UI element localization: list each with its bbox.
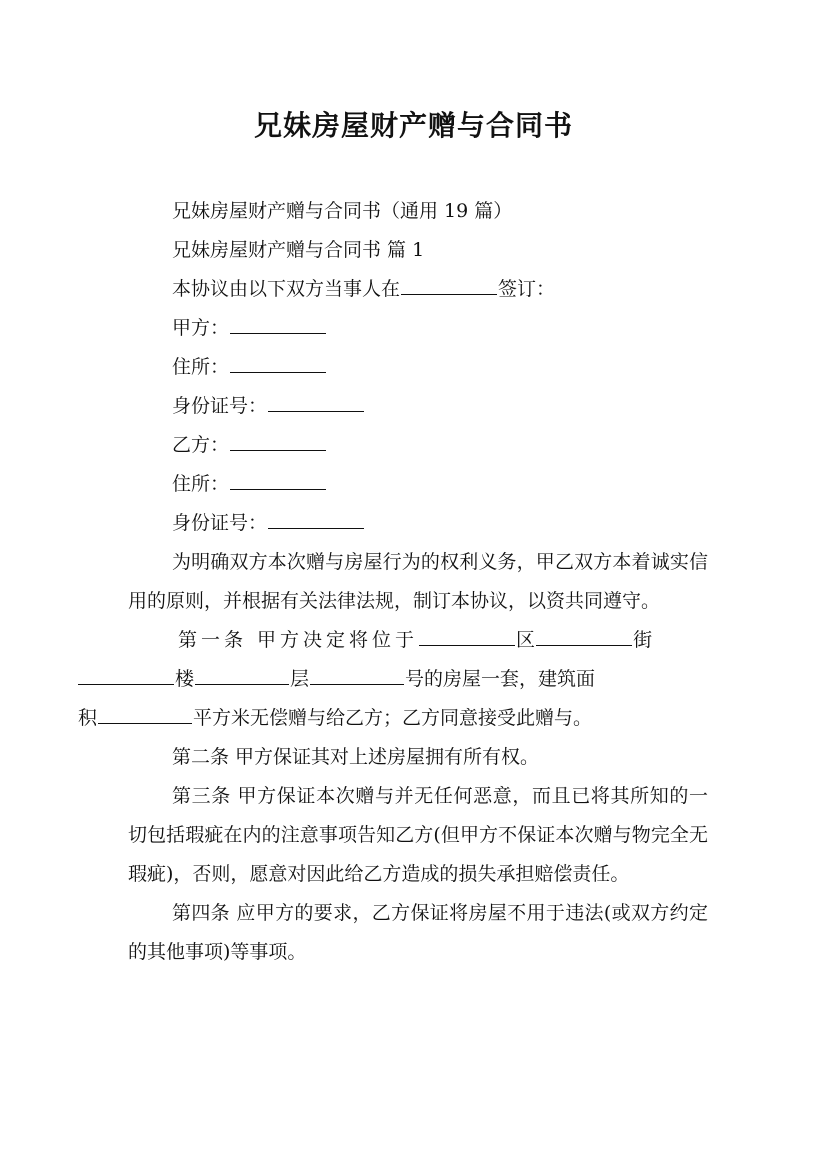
purpose-paragraph: 为明确双方本次赠与房屋行为的权利义务，甲乙双方本着诚实信用的原则，并根据有关法律法规，制订本协议，以资共同遵守。	[128, 551, 708, 612]
floor-label: 层	[290, 668, 310, 690]
article-heading: 兄妹房屋财产赠与合同书 篇 1	[172, 239, 425, 261]
building-label: 楼	[175, 668, 195, 690]
article-1-paragraph	[78, 621, 708, 738]
floor-blank	[195, 666, 289, 685]
party-b-blank	[230, 432, 326, 451]
party-b-address-line	[128, 465, 708, 504]
party-b-line	[128, 426, 708, 465]
party-a-id-line	[128, 387, 708, 426]
district-label: 区	[516, 629, 536, 651]
district-blank	[419, 627, 515, 646]
party-a-id-label: 身份证号：	[172, 395, 268, 417]
party-a-address-line	[128, 348, 708, 387]
document-title: 兄妹房屋财产赠与合同书	[253, 109, 573, 142]
article-3-paragraph: 第三条 甲方保证本次赠与并无任何恶意，而且已将其所知的一切包括瑕疵在内的注意事项告知乙方(但甲方不保证本次赠与物完全无瑕疵)，否则，愿意对因此给乙方造成的损失承担赔偿责任。	[128, 785, 708, 885]
party-a-label: 甲方：	[172, 317, 230, 339]
room-label: 号的房屋一套，建筑面	[405, 668, 596, 690]
signing-place-blank	[401, 276, 497, 295]
party-a-id-blank	[268, 393, 364, 412]
article-4-paragraph: 第四条 应甲方的要求，乙方保证将房屋不用于违法(或双方约定的其他事项)等事项。	[128, 902, 708, 963]
party-b-id-line	[128, 504, 708, 543]
street-label: 街	[633, 629, 653, 651]
party-b-address-label: 住所：	[172, 473, 230, 495]
area-suffix: 平方米无偿赠与给乙方；乙方同意接受此赠与。	[193, 707, 593, 729]
intro-after-text: 签订：	[498, 278, 556, 300]
area-blank	[98, 705, 192, 724]
building-blank	[78, 666, 174, 685]
party-b-address-blank	[230, 471, 326, 490]
article-2-paragraph: 第二条 甲方保证其对上述房屋拥有所有权。	[172, 746, 540, 768]
party-b-label: 乙方：	[172, 434, 230, 456]
room-blank	[310, 666, 404, 685]
document-body	[78, 192, 708, 972]
party-a-address-blank	[230, 354, 326, 373]
article-1-part1: 第一条 甲方决定将位于	[178, 629, 419, 651]
area-prefix: 积	[78, 707, 98, 729]
intro-line	[128, 270, 708, 309]
document-subtitle: 兄妹房屋财产赠与合同书（通用 19 篇）	[172, 200, 513, 222]
party-a-address-label: 住所：	[172, 356, 230, 378]
party-a-line	[128, 309, 708, 348]
street-blank	[536, 627, 632, 646]
party-a-blank	[230, 315, 326, 334]
party-b-id-blank	[268, 510, 364, 529]
party-b-id-label: 身份证号：	[172, 512, 268, 534]
intro-before-text: 本协议由以下双方当事人在	[172, 278, 401, 300]
